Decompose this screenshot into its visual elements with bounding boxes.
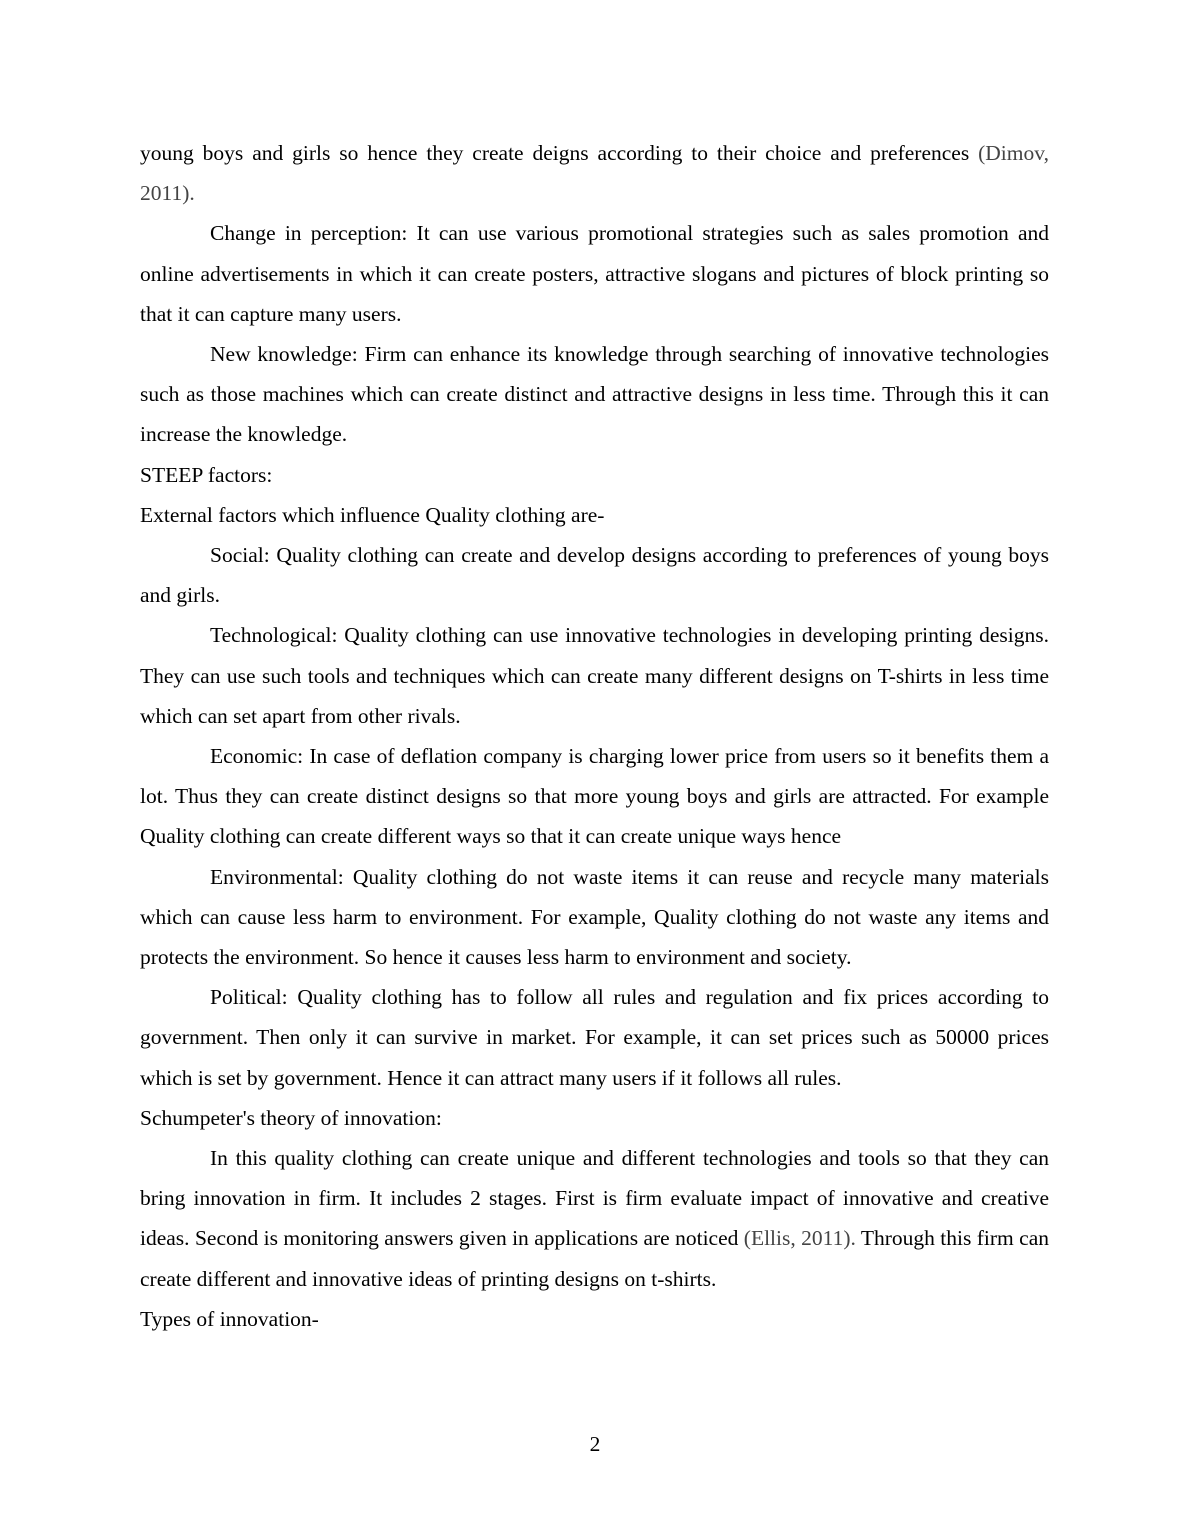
paragraph-new-knowledge: New knowledge: Firm can enhance its knowledge through searching of innovative technologies such as those machines which can create distinct and attractive designs in less time. Through this it can increase the knowledge. [140,342,1049,447]
paragraph-technological: Technological: Quality clothing can use innovative technologies in developing printing designs. They can use such tools and techniques which can create many different designs on T-shirts in less time which can set apart from other rivals. [140,623,1049,728]
citation-ellis: (Ellis, 2011). [743,1226,856,1251]
heading-steep-factors: STEEP factors: [140,462,273,487]
document-body [140,133,1049,1339]
paragraph-text-after-citation: Through this firm can create different and innovative ideas of printing designs on t-shirts. [140,1226,1049,1291]
paragraph-social: Social: Quality clothing can create and develop designs according to preferences of young boys and girls. [140,543,1049,608]
paragraph-economic: Economic: In case of deflation company is charging lower price from users so it benefits them a lot. Thus they can create distinct designs so that more young boys and girls are attracted. For example Quality clothing can create different ways so that it can create unique ways hence [140,744,1049,849]
paragraph-political: Political: Quality clothing has to follow all rules and regulation and fix prices according to government. Then only it can survive in market. For example, it can set prices such as 50000 prices which is set by government. Hence it can attract many users if it follows all rules. [140,985,1049,1090]
paragraph-external-factors: External factors which influence Quality clothing are- [140,502,605,527]
heading-types-of-innovation: Types of innovation- [140,1306,319,1331]
citation-dimov: (Dimov, 2011). [140,141,1049,206]
paragraph-schumpeter-stages [140,1138,1049,1299]
paragraph-text: young boys and girls so hence they create deigns according to their choice and preferences [140,141,979,165]
paragraph-intro-continuation [140,133,1049,213]
page-number: 2 [589,1432,601,1456]
paragraph-environmental: Environmental: Quality clothing do not waste items it can reuse and recycle many materials which can cause less harm to environment. For example, Quality clothing do not waste any items and protects the environment. So hence it causes less harm to environment and society. [140,864,1049,970]
paragraph-change-in-perception: Change in perception: It can use various promotional strategies such as sales promotion and online advertisements in which it can create posters, attractive slogans and pictures of block printing so that it can capture many users. [140,221,1049,326]
heading-schumpeter-theory: Schumpeter's theory of innovation: [140,1105,442,1130]
paragraph-text: In this quality clothing can create unique and different technologies and tools so that they can bring innovation in firm. It includes 2 stages. First is firm evaluate impact of innovative and creative ideas. Second is monitoring answers given in applications are noticed [140,1146,1049,1251]
